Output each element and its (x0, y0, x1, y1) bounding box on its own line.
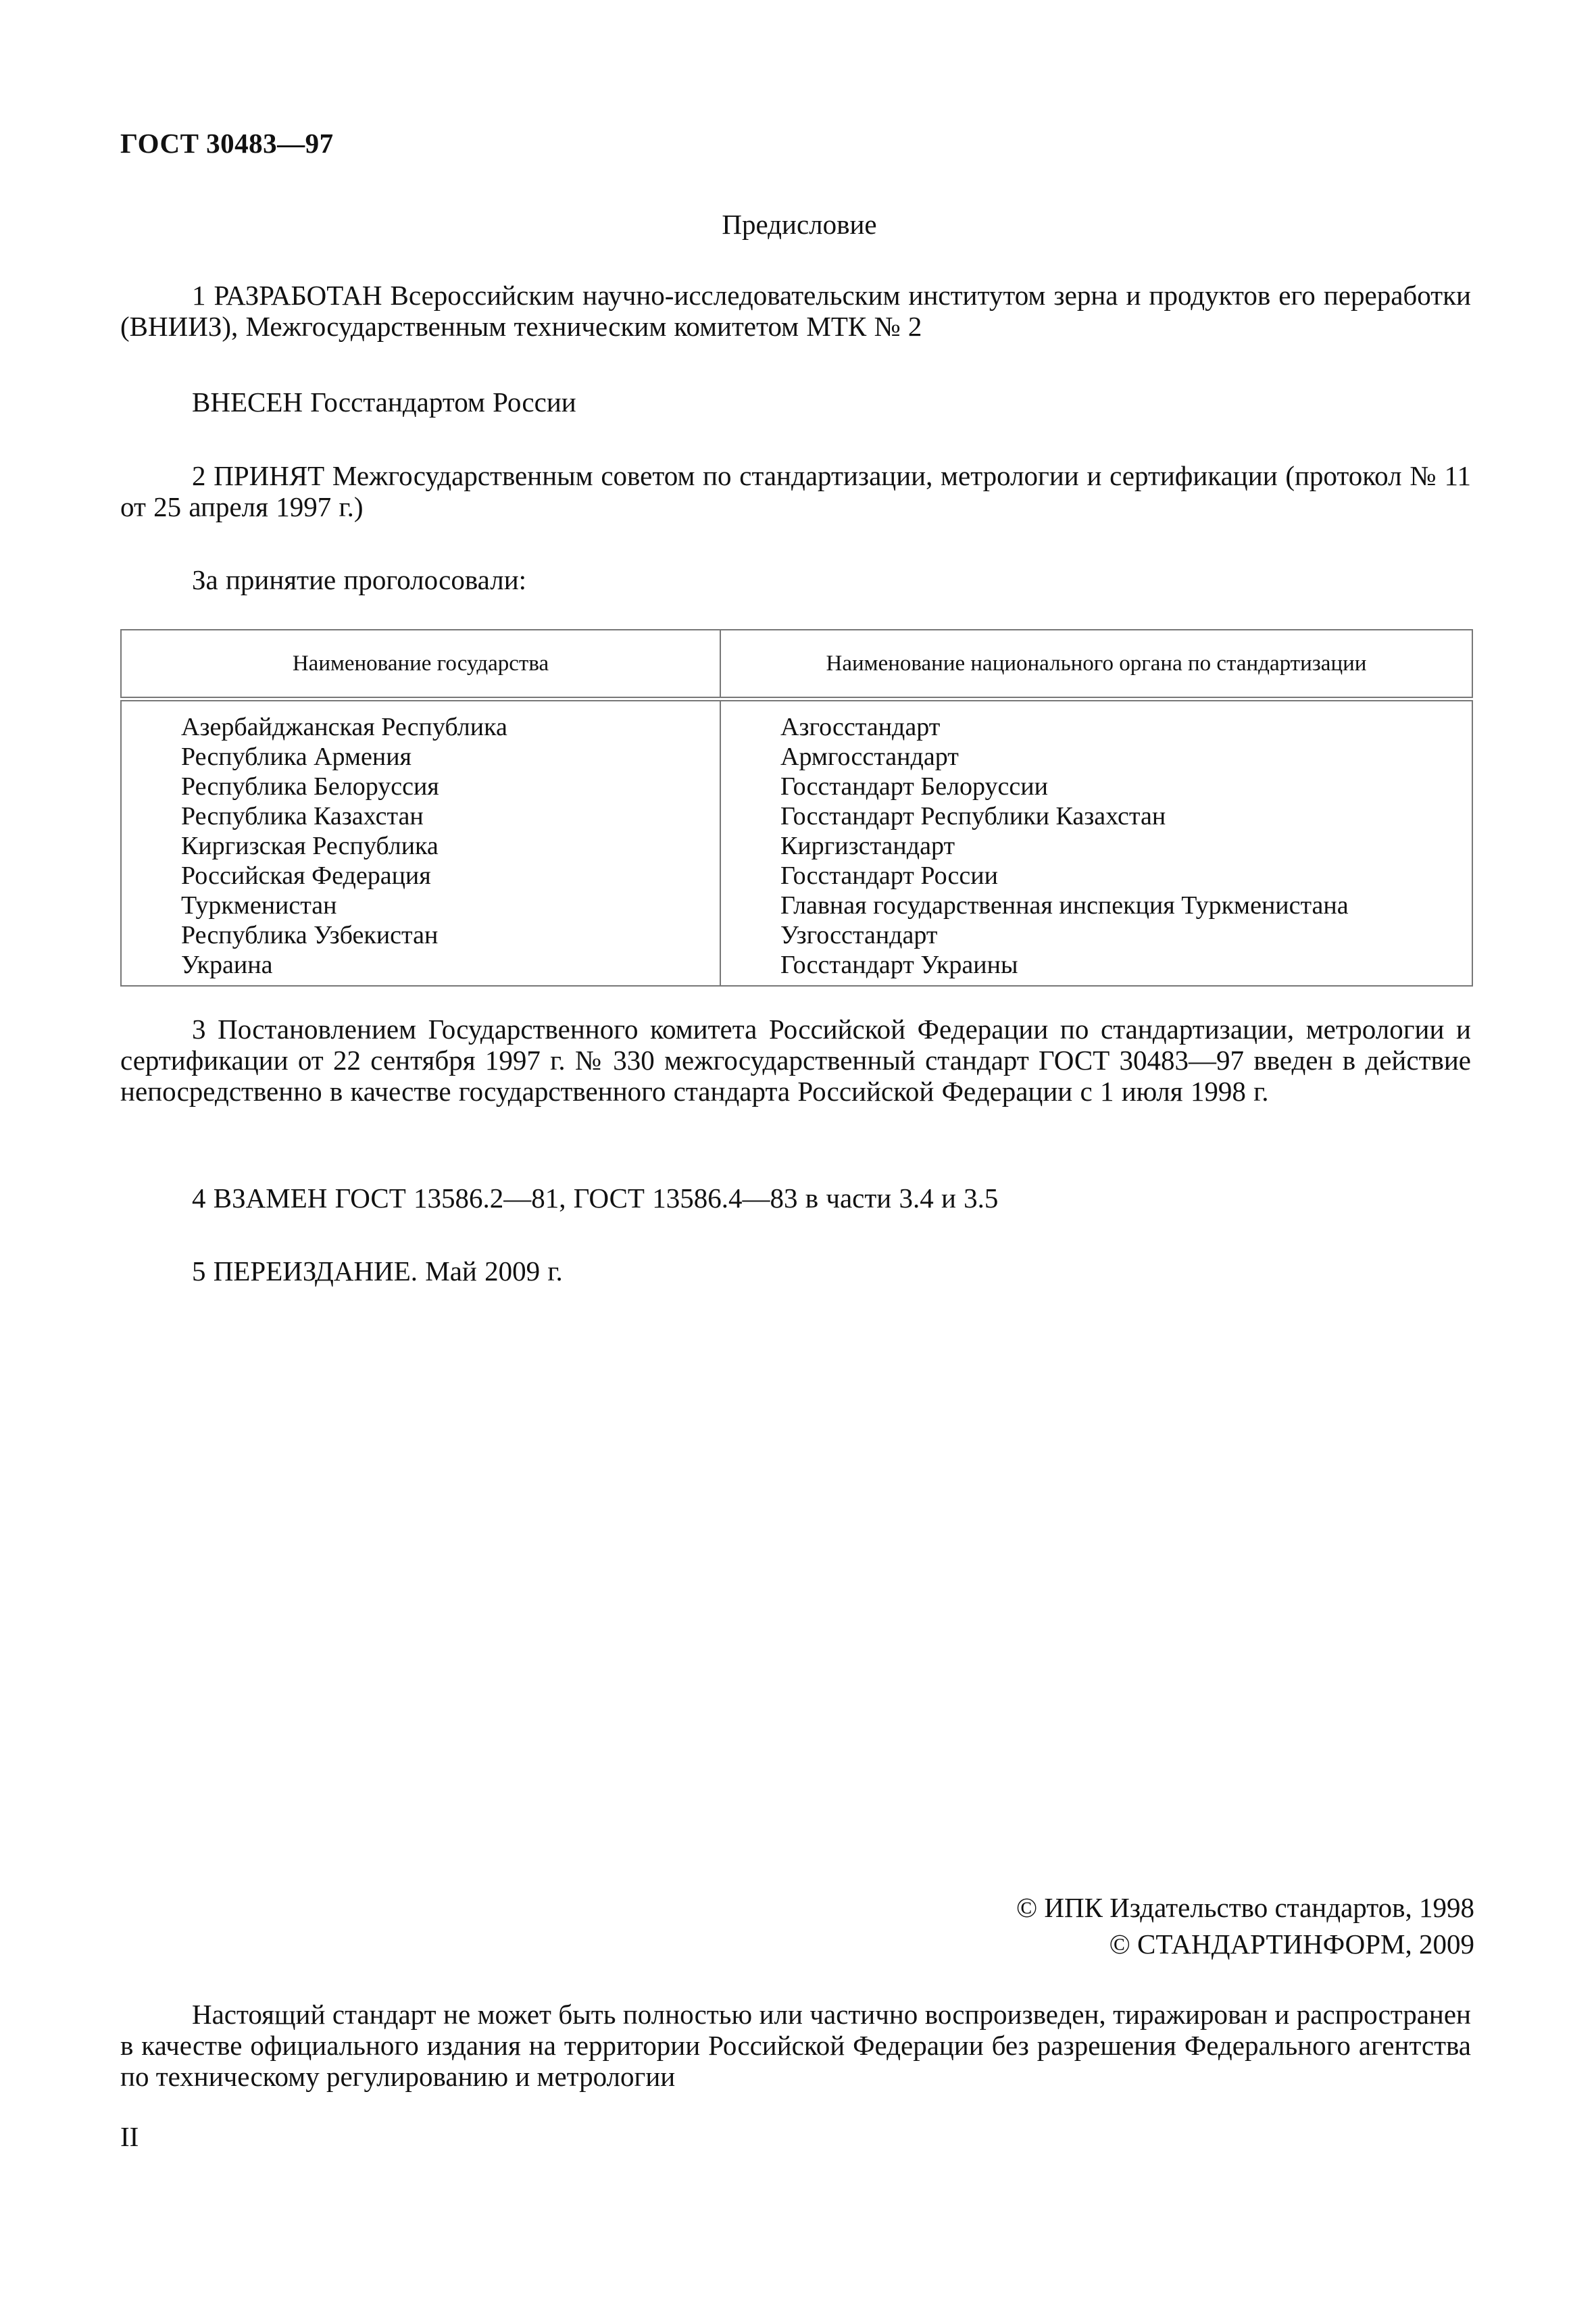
state-name: Украина (181, 951, 273, 979)
state-name: Республика Армения (181, 743, 412, 771)
document-number: ГОСТ 30483—97 (120, 128, 334, 159)
copyright-standartinform: © СТАНДАРТИНФОРМ, 2009 (1109, 1928, 1474, 1960)
state-name: Российская Федерация (181, 862, 431, 890)
national-body-name: Узгосстандарт (780, 921, 938, 949)
voting-table (120, 629, 1473, 987)
state-name: Республика Белоруссия (181, 772, 439, 801)
state-name: Республика Казахстан (181, 802, 424, 830)
item-4-replaces: 4 ВЗАМЕН ГОСТ 13586.2—81, ГОСТ 13586.4—83 в части 3.4 и 3.5 (192, 1183, 999, 1214)
national-body-name: Армгосстандарт (780, 743, 959, 771)
national-body-name: Госстандарт Белоруссии (780, 772, 1048, 801)
section-heading (0, 208, 1596, 241)
state-name: Киргизская Республика (181, 832, 439, 860)
national-body-column (720, 699, 1472, 987)
table-header-row (121, 630, 1472, 699)
national-body-name: Азгосстандарт (780, 713, 941, 741)
national-body-name: Госстандарт Республики Казахстан (780, 802, 1166, 830)
header-state: Наименование государства (121, 630, 720, 699)
national-body-name: Госстандарт России (780, 862, 998, 890)
state-name: Азербайджанская Республика (181, 713, 507, 741)
national-body-name: Госстандарт Украины (780, 951, 1018, 979)
state-column (121, 699, 720, 987)
national-body-name: Главная государственная инспекция Туркменистана (780, 891, 1349, 920)
table-row (121, 699, 1472, 987)
item-2-adopted: 2 ПРИНЯТ Межгосударственным советом по стандартизации, метрологии и сертификации (протокол № 11 от 25 апреля 1997 г.) (120, 460, 1471, 522)
item-introduced: ВНЕСЕН Госстандартом России (192, 387, 576, 418)
item-3-enacted: 3 Постановлением Государственного комитета Российской Федерации по стандартизации, метрологии и сертификации от 22 сентября 1997 г. № 330 межгосударственный стандарт ГОСТ 30483—97 введен в действие непосредственно в качестве государственного стандарта Российской Федерации с 1 июля 1998 г. (120, 1014, 1471, 1107)
heading-text: Предисловие (722, 209, 877, 240)
header-national-body: Наименование национального органа по стандартизации (720, 630, 1472, 699)
state-name: Туркменистан (181, 891, 337, 920)
voted-label: За принятие проголосовали: (192, 564, 527, 595)
copyright-publisher: © ИПК Издательство стандартов, 1998 (1016, 1892, 1474, 1923)
state-name: Республика Узбекистан (181, 921, 439, 949)
page-number: II (120, 2121, 139, 2152)
item-1-developed: 1 РАЗРАБОТАН Всероссийским научно-исследовательским институтом зерна и продуктов его переработки (ВНИИЗ), Межгосударственным техническим комитетом МТК № 2 (120, 280, 1471, 342)
item-5-reissue: 5 ПЕРЕИЗДАНИЕ. Май 2009 г. (192, 1255, 563, 1287)
national-body-name: Киргизстандарт (780, 832, 955, 860)
reproduction-notice: Настоящий стандарт не может быть полностью или частично воспроизведен, тиражирован и распространен в качестве официального издания на территории Российской Федерации без разрешения Федерального агентства по техническому регулированию и метрологии (120, 1999, 1471, 2092)
